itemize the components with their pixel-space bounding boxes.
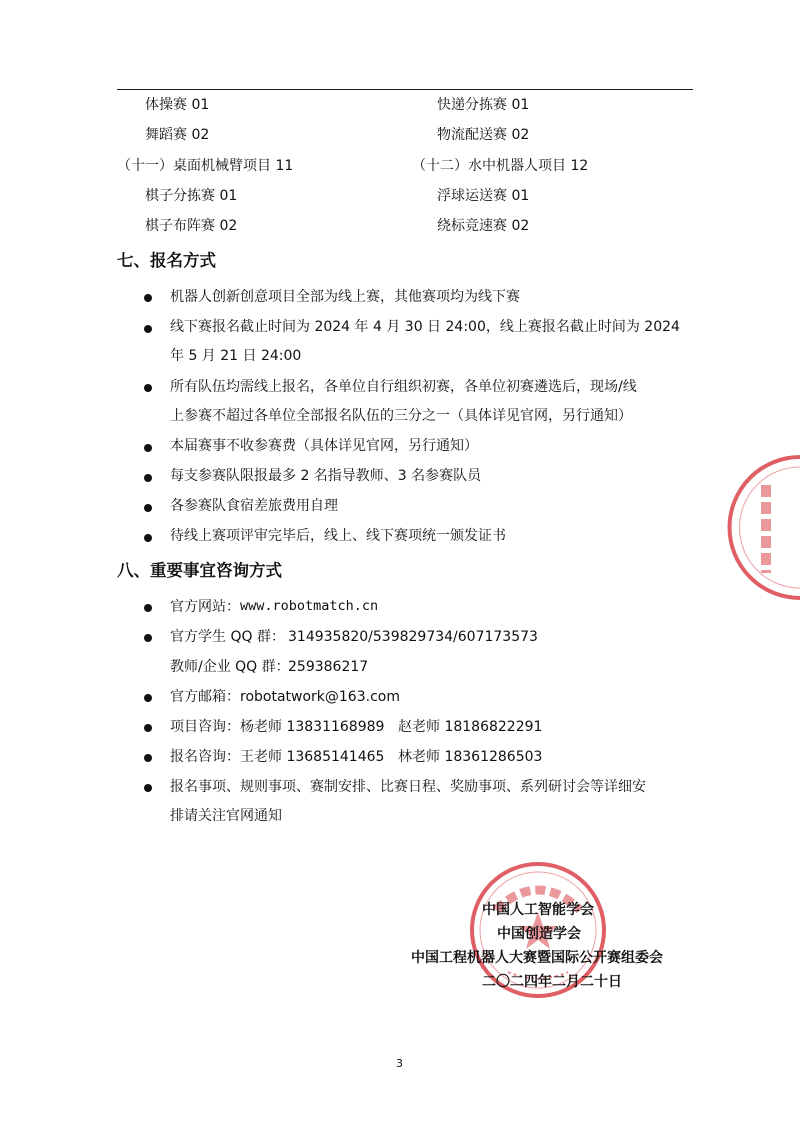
qq-teacher-label: 教师/企业 QQ 群：	[170, 659, 290, 675]
qq-student-value: 314935820/539829734/607173573	[288, 629, 538, 645]
notice-text: 排请关注官网通知	[170, 808, 282, 824]
website-link[interactable]: www.robotmatch.cn	[240, 598, 379, 614]
list-item: （十一）桌面机械臂项目 11	[117, 158, 294, 174]
bullet-icon	[144, 604, 152, 612]
list-item-text: 年 5 月 21 日 24:00	[170, 348, 302, 364]
bullet-icon	[144, 325, 152, 333]
list-item: 棋子布阵赛 02	[145, 218, 238, 234]
project-contact-1: 杨老师 13831168989	[240, 719, 385, 735]
partial-seal-icon	[736, 455, 800, 600]
list-item-text: 各参赛队食宿差旅费用自理	[170, 498, 338, 514]
email-label: 官方邮箱：	[170, 689, 240, 705]
bullet-icon	[144, 634, 152, 642]
registration-contact-2: 林老师 18361286503	[398, 749, 543, 765]
list-item-text: 每支参赛队限报最多 2 名指导教师、3 名参赛队员	[170, 468, 482, 484]
signature-org-2: 中国创造学会	[497, 926, 581, 942]
bullet-icon	[144, 754, 152, 762]
bullet-icon	[144, 294, 152, 302]
bullet-icon	[144, 534, 152, 542]
notice-text: 报名事项、规则事项、赛制安排、比赛日程、奖励事项、系列研讨会等详细安	[170, 779, 646, 795]
list-item: 物流配送赛 02	[437, 127, 530, 143]
list-item-text: 线下赛报名截止时间为 2024 年 4 月 30 日 24:00，线上赛报名截止时间为 2024	[170, 319, 680, 335]
list-item: 舞蹈赛 02	[145, 127, 210, 143]
section-heading-contact: 八、重要事宜咨询方式	[117, 561, 282, 580]
list-item-text: 待线上赛项评审完毕后，线上、线下赛项统一颁发证书	[170, 528, 506, 544]
section-heading-registration: 七、报名方式	[117, 251, 216, 270]
email-link[interactable]: robotatwork@163.com	[240, 689, 400, 705]
header-rule	[117, 89, 693, 90]
bullet-icon	[144, 784, 152, 792]
bullet-icon	[144, 694, 152, 702]
list-item-text: 本届赛事不收参赛费（具体详见官网，另行通知）	[170, 438, 478, 454]
qq-student-label: 官方学生 QQ 群：	[170, 629, 285, 645]
registration-contact-1: 王老师 13685141465	[240, 749, 385, 765]
list-item-text: 机器人创新创意项目全部为线上赛，其他赛项均为线下赛	[170, 289, 520, 305]
list-item: （十二）水中机器人项目 12	[412, 158, 589, 174]
list-item: 浮球运送赛 01	[437, 188, 530, 204]
signature-date: 二〇二四年二月二十日	[482, 974, 622, 990]
signature-org-1: 中国人工智能学会	[482, 902, 594, 918]
bullet-icon	[144, 724, 152, 732]
list-item: 绕标竞速赛 02	[437, 218, 530, 234]
bullet-icon	[144, 384, 152, 392]
signature-org-3: 中国工程机器人大赛暨国际公开赛组委会	[411, 950, 663, 966]
list-item: 棋子分拣赛 01	[145, 188, 238, 204]
qq-teacher-value: 259386217	[288, 659, 369, 675]
list-item-text: 所有队伍均需线上报名，各单位自行组织初赛，各单位初赛遴选后，现场/线	[170, 379, 637, 395]
project-consult-label: 项目咨询：	[170, 719, 240, 735]
bullet-icon	[144, 474, 152, 482]
website-label: 官方网站：	[170, 599, 240, 615]
registration-consult-label: 报名咨询：	[170, 749, 240, 765]
list-item: 快递分拣赛 01	[437, 97, 530, 113]
list-item: 体操赛 01	[145, 97, 210, 113]
list-item-text: 上参赛不超过各单位全部报名队伍的三分之一（具体详见官网，另行通知）	[170, 408, 632, 424]
bullet-icon	[144, 504, 152, 512]
project-contact-2: 赵老师 18186822291	[398, 719, 543, 735]
page-number: 3	[396, 1057, 403, 1070]
bullet-icon	[144, 444, 152, 452]
